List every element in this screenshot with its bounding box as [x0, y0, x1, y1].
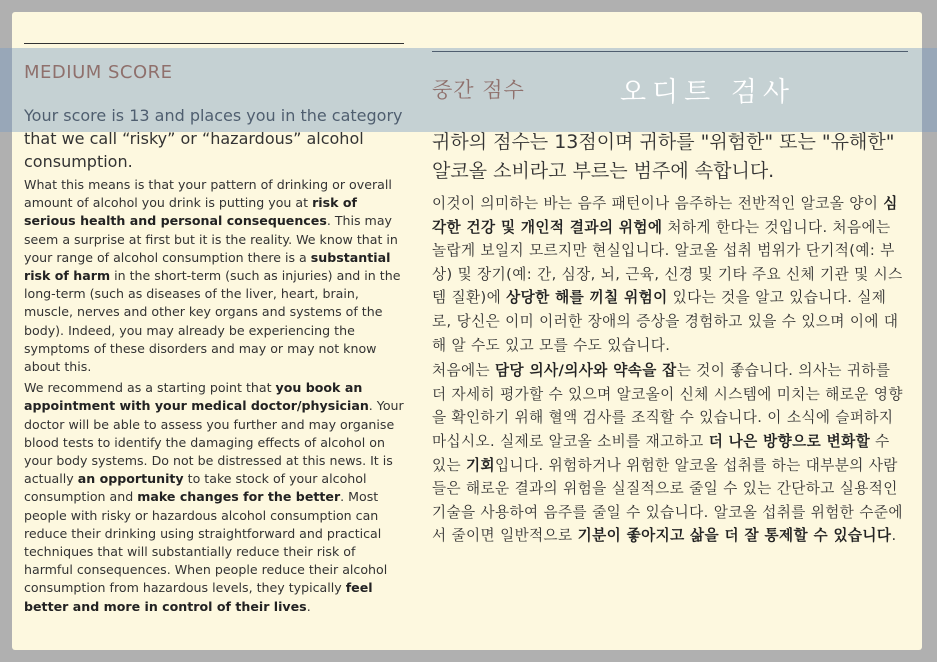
korean-paragraph-1: 이것이 의미하는 바는 음주 패턴이나 음주하는 전반적인 알코올 양이 심각한 건강 및 개인적 결과의 위험에 처하게 한다는 것입니다. 처음에는 놀랍게 보일지 모르지만 현실입니다. 알코올 섭취 범위가 단기적(예: 부상) 및 장기(예: 간, 심장, 뇌, 근육, 신경 및 기타 주요 신체 기관 및 시스템 질환)에 상당한 해를 끼칠 위험이 있다는 것을 알고 있습니다. 실제로, 당신은 이미 이러한 장애의 증상을 경험하고 있을 수 있으며 이에 대해 알 수도 있고 모를 수도 있습니다. — [432, 195, 903, 354]
korean-paragraph-2: 처음에는 담당 의사/의사와 약속을 잡는 것이 좋습니다. 의사는 귀하를 더 자세히 평가할 수 있으며 알코올이 신체 시스템에 미치는 해로운 영향을 확인하기 위해 혈액 검사를 조직할 수 있습니다. 이 소식에 슬퍼하지 마십시오. 실제로 알코올 소비를 재고하고 더 나은 방향으로 변화할 수 있는 기회입니다. 위험하거나 위험한 알코올 섭취를 하는 대부분의 사람들은 해로운 결과의 위험을 실질적으로 줄일 수 있는 간단하고 실용적인 기술을 사용하여 음주를 줄일 수 있습니다. 알코올 섭취를 위험한 수준에서 줄이면 일반적으로 기분이 좋아지고 삶을 더 잘 통제할 수 있습니다. — [432, 362, 903, 545]
korean-heading: 중간 점수 — [432, 78, 525, 102]
overlay-banner — [0, 48, 937, 132]
english-paragraph-1: What this means is that your pattern of drinking or overall amount of alcohol you drink is putting you at risk of serious health and personal consequences. This may seem a surprise at first but it is the reality. We know that in your range of alcohol consumption there is a substantial risk of harm in the short-term (such as injuries) and in the long-term (such as diseases of the liver, heart, brain, muscle, nerves and other key organs and systems of the body). Indeed, you may already be experiencing the symptoms of these disorders and may or may not know about this. — [24, 177, 401, 375]
korean-column — [432, 128, 904, 550]
left-top-rule — [24, 43, 404, 44]
english-paragraph-2: We recommend as a starting point that you book an appointment with your medical doctor/physician. Your doctor will be able to assess you further and may organise blood tests to identify the damaging effects of alcohol on your body systems. Do not be distressed at this news. It is actually an opportunity to take stock of your alcohol consumption and make changes for the better. Most people with risky or hazardous alcohol consumption can reduce their drinking using straightforward and practical techniques that will substantially reduce their risk of harmful consequences. When people reduce their alcohol consumption from hazardous levels, they typically feel better and more in control of their lives. — [24, 380, 404, 614]
korean-lead: 귀하의 점수는 13점이며 귀하를 "위험한" 또는 "유해한" 알코올 소비라고 부르는 범주에 속합니다. — [432, 131, 895, 182]
english-column — [24, 104, 406, 619]
english-lead: Your score is 13 and places you in the category that we call “risky” or “hazardous” alcohol consumption. — [24, 106, 403, 171]
english-heading: MEDIUM SCORE — [24, 62, 173, 83]
overlay-title: 오디트 검사 — [620, 77, 795, 108]
